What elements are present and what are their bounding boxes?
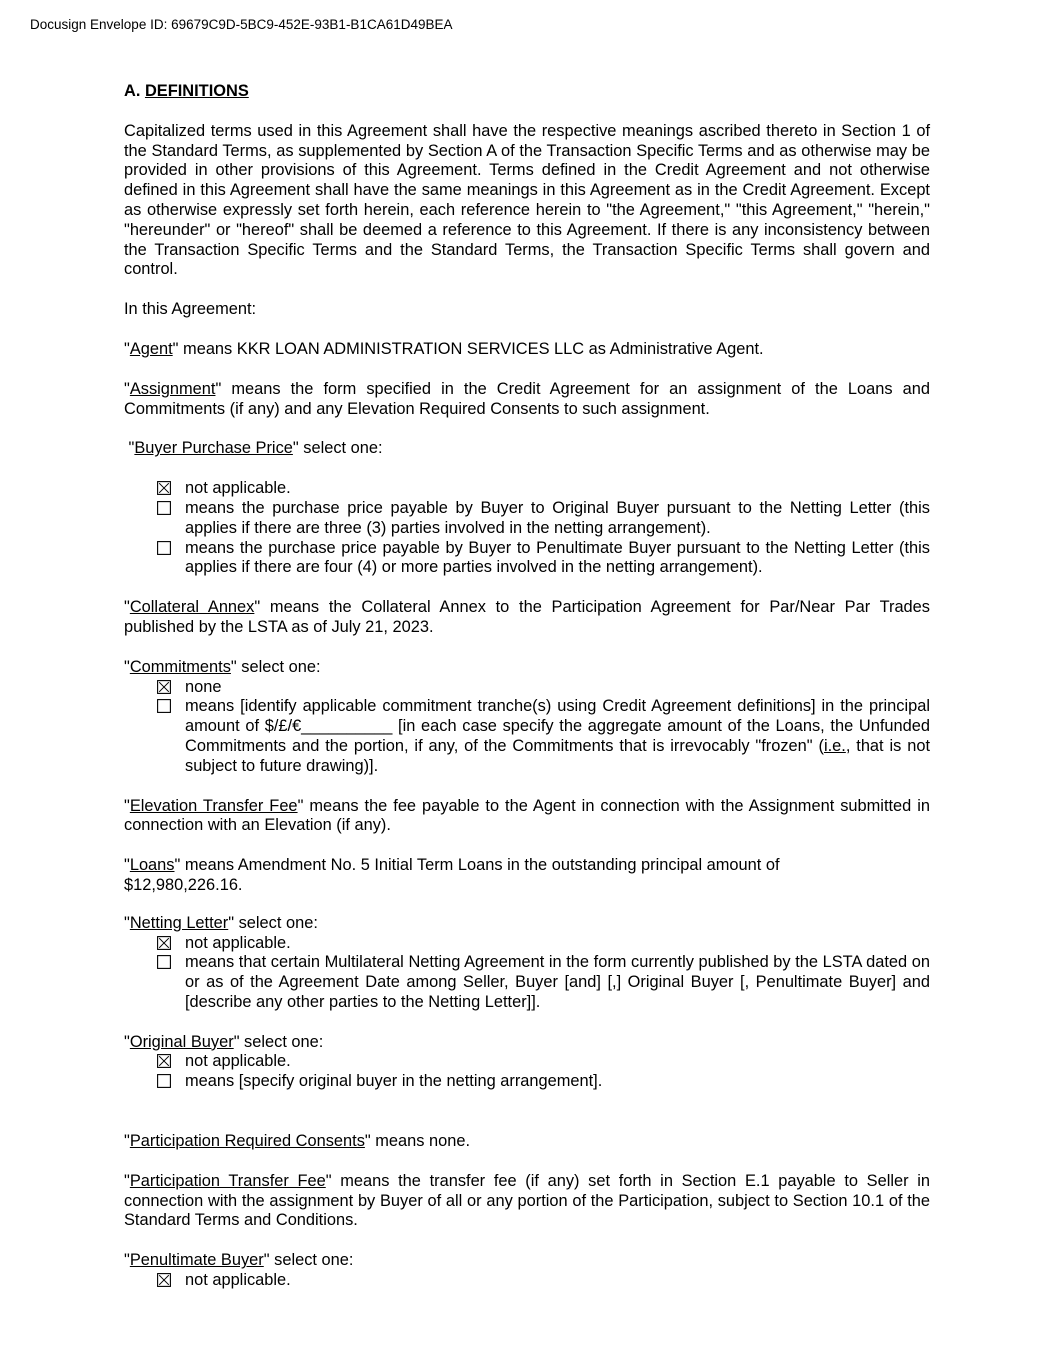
bpp-option-2-label: means the purchase price payable by Buyer to Original Buyer pursuant to the Netting Letter (this applies if there are three (3) parties involved in the netting arrangement).	[185, 498, 930, 537]
checked-checkbox-icon[interactable]	[157, 1273, 171, 1287]
def-elevation-transfer-fee: "Elevation Transfer Fee" means the fee payable to the Agent in connection with the Assignment submitted in connection with an Elevation (if any).	[124, 796, 931, 835]
commitments-option-2-text-b: , that is not subject to future drawing)].	[185, 736, 930, 775]
term-participation-transfer-fee: Participation Transfer Fee	[129, 1171, 326, 1190]
section-heading	[124, 82, 930, 102]
def-bpp-text: " select one:	[292, 439, 383, 458]
unchecked-checkbox-icon[interactable]	[157, 699, 171, 713]
checked-checkbox-icon[interactable]	[157, 1054, 171, 1068]
in-this-agreement: In this Agreement:	[124, 300, 257, 319]
term-commitments: Commitments	[129, 657, 231, 676]
def-participation-required-consents: "Participation Required Consents" means none.	[124, 1132, 471, 1151]
def-agent: "Agent" means KKR LOAN ADMINISTRATION SERVICES LLC as Administrative Agent.	[124, 339, 764, 358]
def-elevation-text: " means the fee payable to the Agent in connection with the Assignment submitted in connection with an Elevation (if any).	[124, 796, 931, 835]
def-assignment-text: " means the form specified in the Credit Agreement for an assignment of the Loans and Commitments (if any) and any Elevation Required Consents to such assignment.	[124, 379, 930, 418]
intro-paragraph: Capitalized terms used in this Agreement shall have the respective meanings ascribed thereto in Section 1 of the Standard Terms, as supplemented by Section A of the Transaction Specific Terms and as otherwise may be provided in other provisions of this Agreement. Terms defined in the Credit Agreement and not otherwise defined in this Agreement shall have the same meanings in this Agreement as in the Credit Agreement. Except as otherwise expressly set forth herein, each reference herein to "the Agreement," "this Agreement," "herein," "hereunder" or "hereof" shall be deemed a reference to this Agreement. If there is any inconsistency between the Transaction Specific Terms and the Standard Terms, the Transaction Specific Terms shall govern and control.	[124, 121, 930, 279]
def-loans-text: " means Amendment No. 5 Initial Term Loans in the outstanding principal amount of	[174, 856, 780, 875]
def-penultimate-buyer: "Penultimate Buyer" select one:	[124, 1251, 354, 1270]
original-option-1-label: not applicable.	[185, 1052, 291, 1071]
loans-amount: $12,980,226.16.	[124, 875, 243, 894]
section-title: DEFINITIONS	[144, 82, 249, 100]
original-option-1	[124, 1052, 930, 1072]
envelope-id: Docusign Envelope ID: 69679C9D-5BC9-452E-93B1-B1CA61D49BEA	[30, 17, 453, 32]
term-collateral-annex: Collateral Annex	[129, 598, 255, 617]
def-participation-transfer-fee: "Participation Transfer Fee" means the transfer fee (if any) set forth in Section E.1 payable to Seller in connection with the assignment by Buyer of all or any portion of the Participation, subject to Section 10.1 of the Standard Terms and Conditions.	[124, 1171, 931, 1230]
checked-checkbox-icon[interactable]	[157, 481, 171, 495]
unchecked-checkbox-icon[interactable]	[157, 541, 171, 555]
checked-checkbox-icon[interactable]	[157, 680, 171, 694]
term-assignment: Assignment	[129, 379, 216, 398]
netting-option-1	[124, 934, 930, 954]
def-buyer-purchase-price: "Buyer Purchase Price" select one:	[124, 439, 383, 458]
commitments-option-1-label: none	[185, 677, 222, 696]
unchecked-checkbox-icon[interactable]	[157, 955, 171, 969]
commitments-option-2-text-a: means [identify applicable commitment tranche(s) using Credit Agreement definitions] in the principal amount of $/£/€__________ [in each case specify the aggregate amount of the Loans, the Unfunded Commitments and the portion, if any, of the Commitments that is irrevocably "frozen" (	[185, 697, 930, 755]
term-elevation-transfer-fee: Elevation Transfer Fee	[129, 796, 298, 815]
def-collateral-text: " means the Collateral Annex to the Participation Agreement for Par/Near Par Trades published by the LSTA as of July 21, 2023.	[124, 598, 930, 636]
checked-checkbox-icon[interactable]	[157, 936, 171, 950]
term-loans: Loans	[129, 856, 175, 875]
commitments-option-2	[124, 697, 930, 776]
term-penultimate-buyer: Penultimate Buyer	[129, 1251, 264, 1270]
term-buyer-purchase-price: Buyer Purchase Price	[134, 439, 293, 458]
term-agent: Agent	[129, 339, 173, 358]
original-option-2-label: means [specify original buyer in the netting arrangement].	[185, 1072, 603, 1091]
def-original-text: " select one:	[233, 1032, 324, 1051]
term-netting-letter: Netting Letter	[129, 913, 229, 932]
def-commitments-text: " select one:	[230, 657, 321, 676]
def-original-buyer: "Original Buyer" select one:	[124, 1032, 324, 1051]
netting-option-1-label: not applicable.	[185, 933, 291, 952]
def-commitments: "Commitments" select one:	[124, 657, 321, 676]
bpp-option-3	[124, 539, 930, 579]
def-agent-text: " means KKR LOAN ADMINISTRATION SERVICES LLC as Administrative Agent.	[172, 339, 764, 358]
original-option-2	[124, 1072, 930, 1092]
commitments-option-1	[124, 678, 930, 698]
def-penultimate-text: " select one:	[263, 1251, 354, 1270]
term-participation-required-consents: Participation Required Consents	[129, 1132, 365, 1151]
def-netting-text: " select one:	[228, 913, 318, 932]
unchecked-checkbox-icon[interactable]	[157, 1074, 171, 1088]
bpp-option-2	[124, 499, 930, 539]
def-ptf-text: " means the transfer fee (if any) set forth in Section E.1 payable to Seller in connection with the assignment by Buyer of all or any portion of the Participation, subject to Section 10.1 of the Standard Terms and Conditions.	[124, 1171, 931, 1230]
netting-option-2	[124, 953, 930, 1012]
bpp-option-3-label: means the purchase price payable by Buyer to Penultimate Buyer pursuant to the Netting Letter (this applies if there are four (4) or more parties involved in the netting arrangement).	[185, 538, 930, 577]
term-original-buyer: Original Buyer	[129, 1032, 234, 1051]
section-prefix: A.	[124, 82, 145, 100]
def-collateral-annex: "Collateral Annex" means the Collateral Annex to the Participation Agreement for Par/Near Par Trades published by the LSTA as of July 21, 2023.	[124, 598, 930, 636]
def-netting-letter: "Netting Letter" select one:	[124, 913, 318, 932]
bpp-option-1	[124, 479, 930, 499]
def-assignment: "Assignment" means the form specified in the Credit Agreement for an assignment of the Loans and Commitments (if any) and any Elevation Required Consents to such assignment.	[124, 379, 930, 418]
definitions-section	[124, 82, 930, 1291]
penultimate-option-1-label: not applicable.	[185, 1271, 291, 1290]
def-loans: "Loans" means Amendment No. 5 Initial Term Loans in the outstanding principal amount of	[124, 856, 780, 875]
penultimate-option-1	[124, 1271, 930, 1291]
def-prc-text: " means none.	[364, 1132, 471, 1151]
commitments-ie: i.e.	[823, 736, 846, 755]
bpp-option-1-label: not applicable.	[185, 479, 291, 498]
unchecked-checkbox-icon[interactable]	[157, 501, 171, 515]
netting-option-2-label: means that certain Multilateral Netting Agreement in the form currently published by the LSTA dated on or as of the Agreement Date among Seller, Buyer [and] [,] Original Buyer [, Penultimate Buyer] and [describe any other parties to the Netting Letter]].	[185, 953, 930, 1011]
